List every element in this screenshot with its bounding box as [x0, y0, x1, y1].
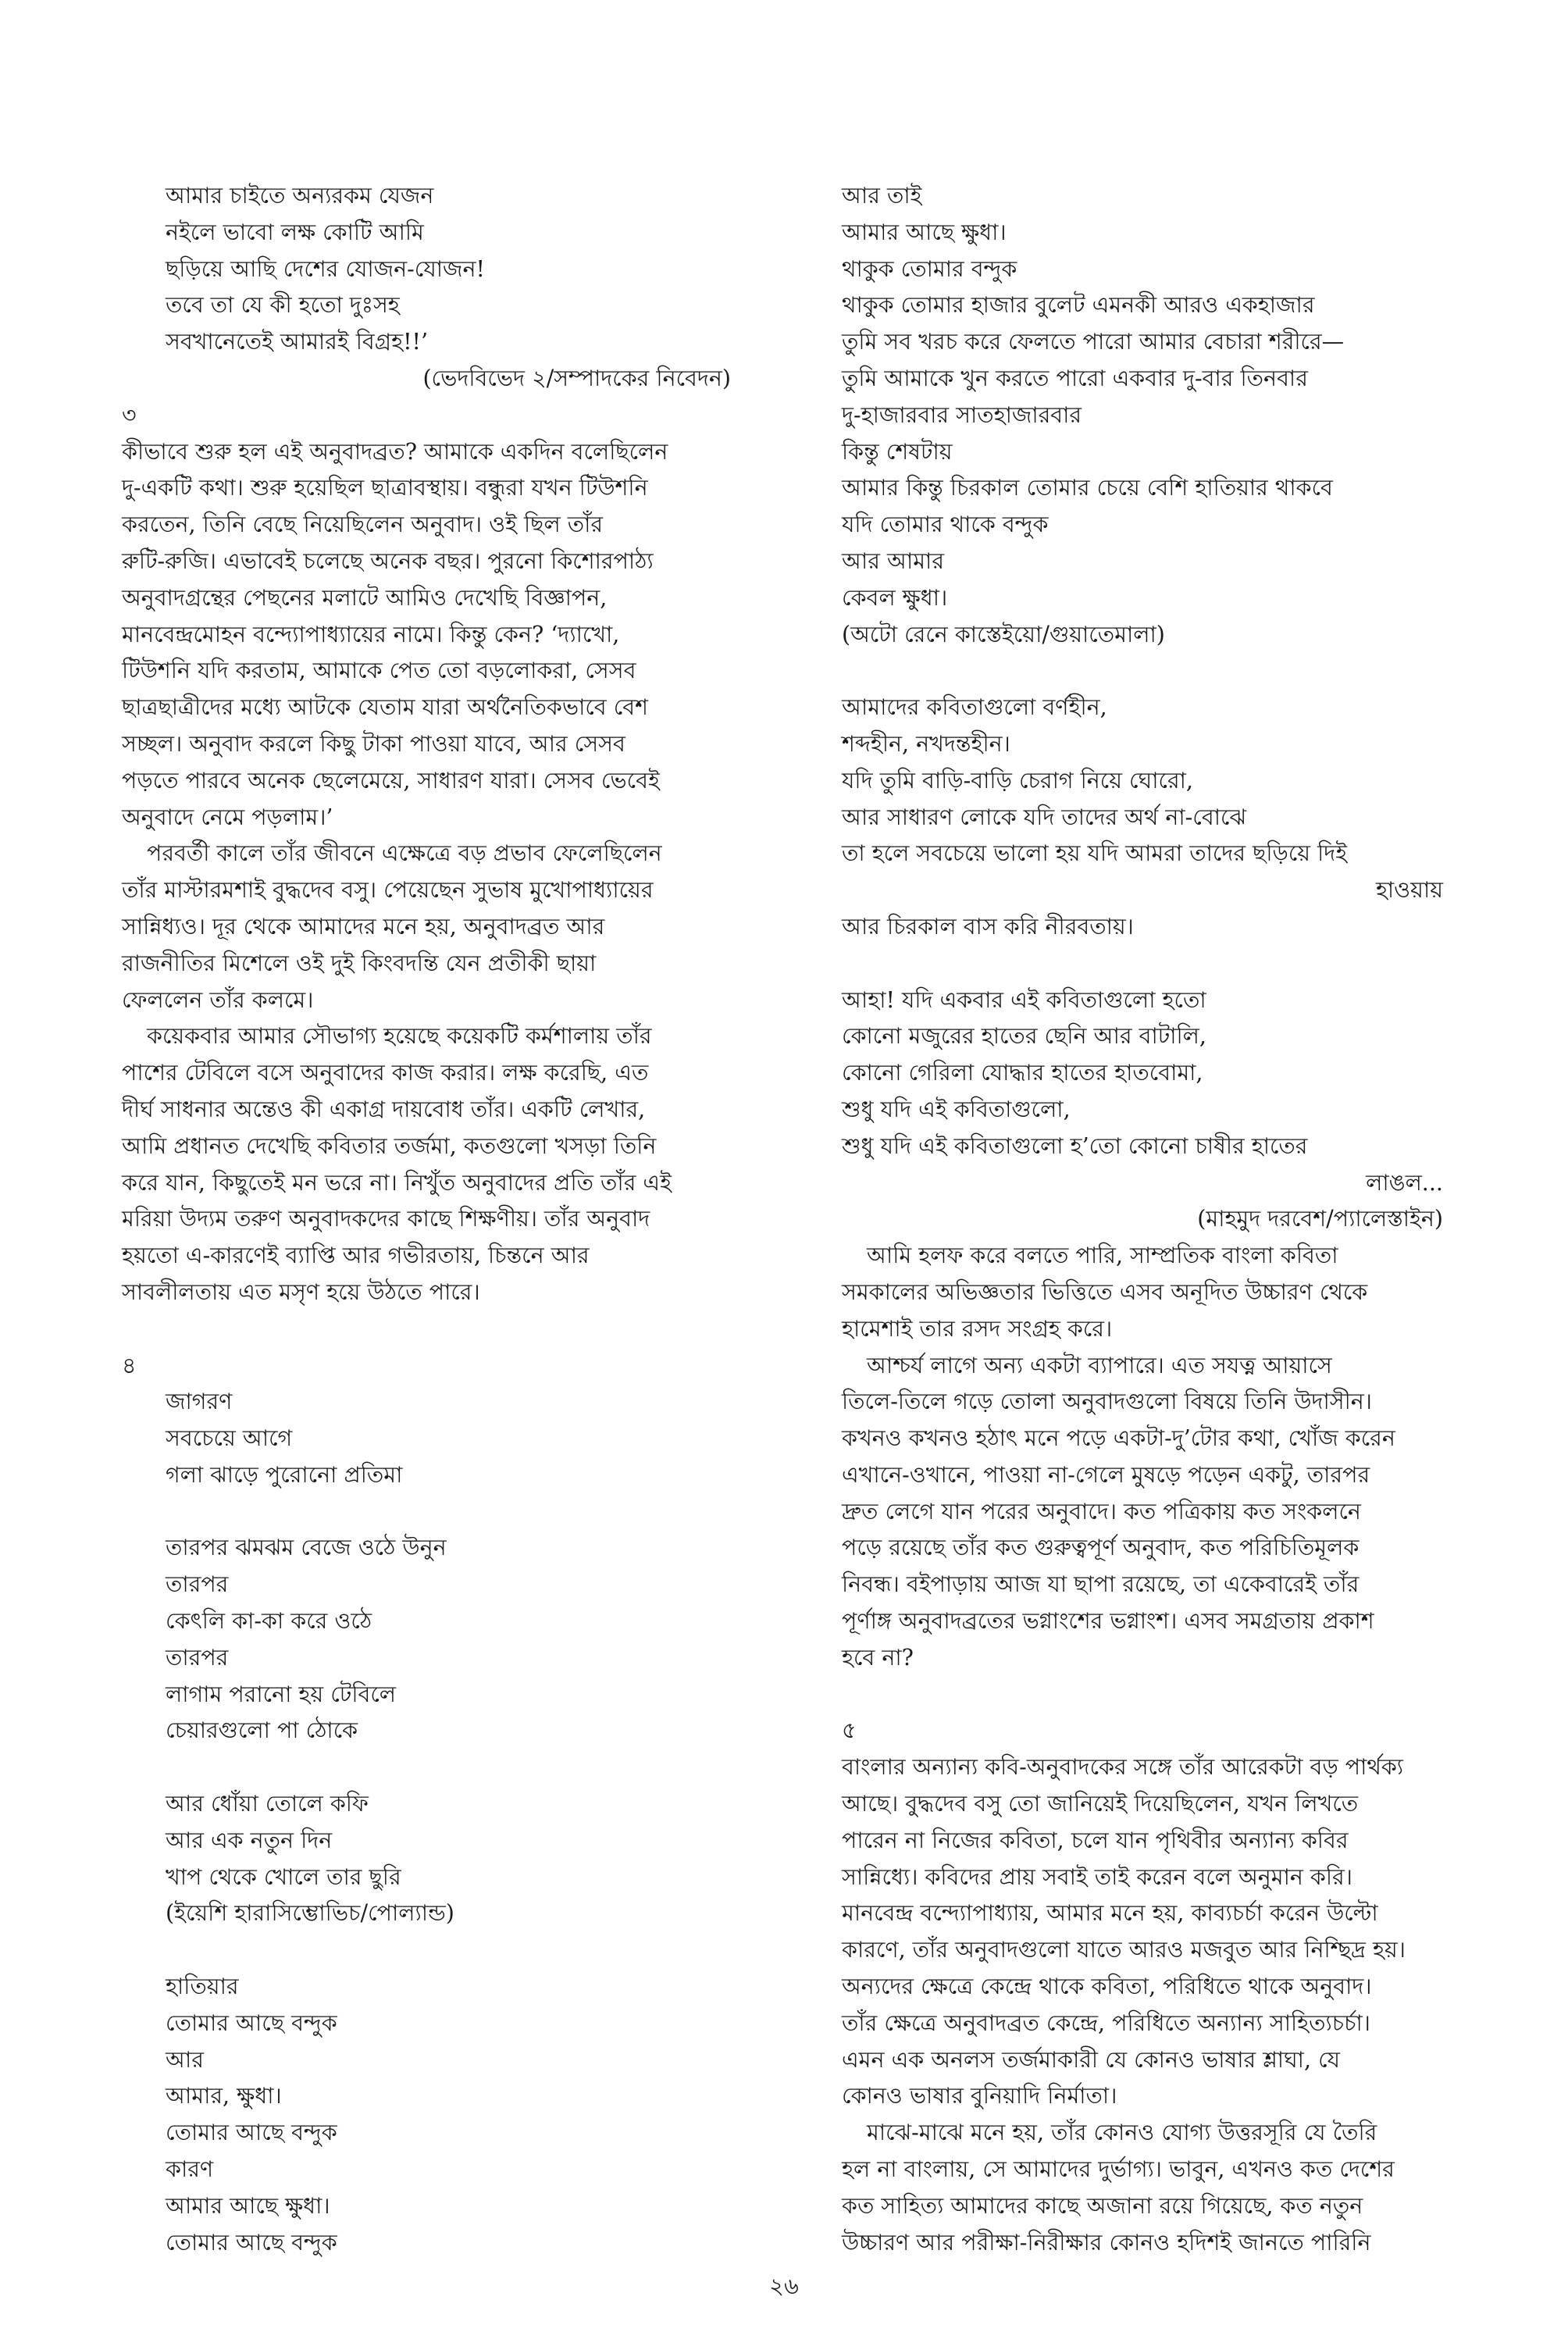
verse-line: তারপর — [166, 1571, 229, 1598]
poem-title: জাগরণ — [166, 1389, 233, 1415]
text-line: অন্যদের ক্ষেত্রে কেন্দ্রে থাকে কবিতা, পরিধিতে থাকে অনুবাদ। — [842, 1974, 1372, 2000]
section-5-paragraph-1 — [842, 1749, 1443, 2115]
blank-line — [842, 1677, 1443, 1713]
verse-line: আর ধোঁয়া তোলে কফি — [166, 1791, 369, 1817]
verse-line: কোনো মজুরের হাতের ছেনি আর বাটালি, — [842, 1023, 1206, 1050]
text-line: পূর্ণাঙ্গ অনুবাদব্রতের ভগ্নাংশের ভগ্নাংশ। এসব সমগ্রতায় প্রকাশ — [842, 1608, 1374, 1635]
verse-line: আর সাধারণ লোকে যদি তাদের অর্থ না-বোঝে — [842, 804, 1247, 830]
verse-line: তুমি সব খরচ করে ফেলতে পারো আমার বেচারা শরীরে— — [842, 329, 1345, 355]
verse-line: থাকুক তোমার হাজার বুলেট এমনকী আরও একহাজার — [842, 292, 1315, 319]
text-line: আমি প্রধানত দেখেছি কবিতার তর্জমা, কতগুলো খসড়া তিনি — [122, 1132, 657, 1159]
text-line: বাংলার অন্যান্য কবি-অনুবাদকের সঙ্গে তাঁর আরেকটা বড় পার্থক্য — [842, 1754, 1404, 1781]
verse-line: গলা ঝাড়ে পুরোনো প্রতিমা — [166, 1461, 403, 1488]
stanza-break — [122, 1749, 731, 1786]
verse-line: আমার, ক্ষুধা। — [166, 2083, 282, 2109]
text-line: দু-একটি কথা। শুরু হয়েছিল ছাত্রাবস্থায়। বন্ধুরা যখন টিউশনি — [122, 475, 648, 501]
blank-line — [842, 653, 1443, 690]
text-line: করতেন, তিনি বেছে নিয়েছিলেন অনুবাদ। ওই ছিল তাঁর — [122, 512, 604, 538]
text-line: ফেললেন তাঁর কলমে। — [122, 986, 314, 1013]
verse-line: আর চিরকাল বাস করি নীরবতায়। — [842, 913, 1134, 940]
verse-line: তুমি আমাকে খুন করতে পারো একবার দু-বার তিনবার — [842, 365, 1308, 391]
text-line: কত সাহিত্য আমাদের কাছে অজানা রয়ে গিয়েছে, কত নতুন — [842, 2192, 1363, 2219]
page-number: ২৬ — [769, 2273, 799, 2299]
verse-line: কারণ — [166, 2156, 214, 2183]
paragraph-b — [842, 1348, 1443, 1677]
verse-line: যদি তোমার থাকে বন্দুক — [842, 512, 1049, 538]
text-line: পড়তে পারবে অনেক ছেলেমেয়ে, সাধারণ যারা। সেসব ভেবেই — [122, 767, 660, 793]
verse-source: (ইয়েশি হারাসিম্ভোভিচ/পোল্যান্ড) — [166, 1900, 454, 1927]
text-line: এখানে-ওখানে, পাওয়া না-গেলে মুষড়ে পড়েন একটু, তারপর — [842, 1461, 1370, 1488]
text-line: রাজনীতির মিশেলে ওই দুই কিংবদন্তি যেন প্রতীকী ছায়া — [122, 950, 597, 976]
text-line: এমন এক অনলস তর্জমাকারী যে কোনও ভাষার শ্লাঘা, যে — [842, 2046, 1341, 2073]
text-line: মাঝে-মাঝে মনে হয়, তাঁর কোনও যোগ্য উত্তরসূরি যে তৈরি — [867, 2120, 1377, 2146]
text-line: অনুবাদগ্রন্থের পেছনের মলাটে আমিও দেখেছি বিজ্ঞাপন, — [122, 584, 608, 611]
verse-runover: হাওয়ায় — [1375, 877, 1443, 904]
verse-line: আমার চাইতে অন্যরকম যেজন — [166, 183, 434, 209]
right-column — [842, 178, 1443, 2261]
text-line: সাবলীলতায় এত মসৃণ হয়ে উঠতে পারে। — [122, 1278, 480, 1305]
verse-line: নইলে ভাবো লক্ষ কোটি আমি — [166, 219, 424, 245]
verse-line: তা হলে সবচেয়ে ভালো হয় যদি আমরা তাদের ছড়িয়ে দিই — [842, 840, 1348, 867]
text-line: পারেন না নিজের কবিতা, চলে যান পৃথিবীর অন্যান্য কবির — [842, 1827, 1349, 1853]
text-line: কীভাবে শুরু হল এই অনুবাদব্রত? আমাকে একদিন বলেছিলেন — [122, 438, 668, 465]
section-5-paragraph-2 — [842, 2115, 1443, 2261]
verse-line: শুধু যদি এই কবিতাগুলো, — [842, 1096, 1071, 1122]
text-line: মানবেন্দ্রমোহন বন্দ্যোপাধ্যায়ের নামে। কিন্তু কেন? ‘দ্যাখো, — [122, 621, 620, 647]
text-line: নিবন্ধ। বইপাড়ায় আজ যা ছাপা রয়েছে, তা একেবারেই তাঁর — [842, 1571, 1360, 1598]
verse-line: ছড়িয়ে আছি দেশের যোজন-যোজন! — [166, 255, 485, 282]
section-3-paragraph-3 — [122, 1018, 731, 1311]
text-line: কয়েকবার আমার সৌভাগ্য হয়েছে কয়েকটি কর্মশালায় তাঁর — [147, 1023, 652, 1050]
text-line: হামেশাই তার রসদ সংগ্রহ করে। — [842, 1315, 1113, 1342]
verse-runover: লাঙল... — [1366, 1169, 1443, 1196]
verse-line: শুধু যদি এই কবিতাগুলো হ’তো কোনো চাষীর হাতের — [842, 1132, 1308, 1159]
text-line: পড়ে রয়েছে তাঁর কত গুরুত্বপূর্ণ অনুবাদ, কত পরিচিতিমূলক — [842, 1535, 1360, 1561]
text-line: সমকালের অভিজ্ঞতার ভিত্তিতে এসব অনূদিত উচ্চারণ থেকে — [842, 1278, 1368, 1305]
text-line: তাঁর ক্ষেত্রে অনুবাদব্রত কেন্দ্রে, পরিধিতে অন্যান্য সাহিত্যচর্চা। — [842, 2009, 1370, 2036]
verse-line: লাগাম পরানো হয় টেবিলে — [166, 1681, 397, 1707]
text-line: মরিয়া উদ্যম তরুণ অনুবাদকদের কাছে শিক্ষণীয়। তাঁর অনুবাদ — [122, 1206, 650, 1232]
section-number-3: ৩ — [122, 401, 137, 428]
stanza-break — [842, 946, 1443, 982]
text-line: কারণে, তাঁর অনুবাদগুলো যাতে আরও মজবুত আর নিশ্ছিদ্র হয়। — [842, 1937, 1406, 1963]
text-line: সচ্ছল। অনুবাদ করলে কিছু টাকা পাওয়া যাবে, আর সেসব — [122, 730, 625, 757]
text-line: তাঁর মাস্টারমশাই বুদ্ধদেব বসু। পেয়েছেন সুভাষ মুখোপাধ্যায়ের — [122, 877, 654, 904]
text-line: দীর্ঘ সাধনার অন্তেও কী একাগ্র দায়বোধ তাঁর। একটি লেখার, — [122, 1096, 646, 1122]
verse-line: সবচেয়ে আগে — [166, 1425, 293, 1452]
section-number-5: ৫ — [842, 1717, 857, 1744]
verse-line: থাকুক তোমার বন্দুক — [842, 255, 1017, 282]
text-line: হয়তো এ-কারণেই ব্যাপ্তি আর গভীরতায়, চিন্তনে আর — [122, 1243, 590, 1269]
text-line: ছাত্রছাত্রীদের মধ্যে আটকে যেতাম যারা অর্থনৈতিকভাবে বেশ — [122, 694, 649, 721]
text-line: তিলে-তিলে গড়ে তোলা অনুবাদগুলো বিষয়ে তিনি উদাসীন। — [842, 1389, 1372, 1415]
verse-line: তোমার আছে বন্দুক — [166, 2009, 337, 2036]
verse-line: সবখানেতেই আমারই বিগ্রহ!!’ — [166, 329, 429, 355]
verse-source: (অটো রেনে কাস্তেইয়ো/গুয়াতেমালা) — [842, 621, 1165, 647]
verse-line: তবে তা যে কী হতো দুঃসহ — [166, 292, 400, 319]
text-line: দ্রুত লেগে যান পরের অনুবাদে। কত পত্রিকায় কত সংকলনে — [842, 1498, 1361, 1524]
text-line: টিউশনি যদি করতাম, আমাকে পেত তো বড়লোকরা, সেসব — [122, 658, 636, 684]
verse-line: কিন্তু শেষটায় — [842, 438, 953, 465]
text-line: পাশের টেবিলে বসে অনুবাদের কাজ করার। লক্ষ করেছি, এত — [122, 1060, 649, 1086]
verse-source: (ভেদবিভেদ ২/সম্পাদকের নিবেদন) — [422, 365, 731, 391]
verse-line: আর এক নতুন দিন — [166, 1827, 333, 1853]
verse-source: (মাহমুদ দরবেশ/প্যালেস্তাইন) — [1197, 1206, 1443, 1232]
verse-line: কোনো গেরিলা যোদ্ধার হাতের হাতবোমা, — [842, 1060, 1203, 1086]
blank-line — [122, 1932, 731, 1969]
verse-line: খাপ থেকে খোলে তার ছুরি — [166, 1863, 401, 1890]
poem-title: হাতিয়ার — [166, 1974, 239, 2000]
verse-line: আমার কিন্তু চিরকাল তোমার চেয়ে বেশি হাতিয়ার থাকবে — [842, 475, 1333, 501]
verse-line: যদি তুমি বাড়ি-বাড়ি চেরাগ নিয়ে ঘোরো, — [842, 767, 1193, 793]
text-line: কোনও ভাষার বুনিয়াদি নির্মাতা। — [842, 2083, 1117, 2109]
verse-line: আমার আছে ক্ষুধা। — [166, 2192, 330, 2219]
verse-line: তোমার আছে বন্দুক — [166, 2229, 337, 2256]
verse-line: তারপর ঝমঝম বেজে ওঠে উনুন — [166, 1535, 447, 1561]
section-number-4: ৪ — [122, 1352, 137, 1378]
verse-line: কেৎলি কা-কা করে ওঠে — [166, 1608, 372, 1635]
verse-line: শব্দহীন, নখদন্তহীন। — [842, 730, 1010, 757]
text-line: পরবর্তী কালে তাঁর জীবনে এক্ষেত্রে বড় প্রভাব ফেলেছিলেন — [147, 840, 662, 867]
verse-line: আর তাই — [842, 183, 922, 209]
text-line: করে যান, কিছুতেই মন ভরে না। নিখুঁত অনুবাদের প্রতি তাঁর এই — [122, 1169, 672, 1196]
text-line: সান্নিধ্যে। কবিদের প্রায় সবাই তাই করেন বলে অনুমান করি। — [842, 1863, 1352, 1890]
stanza-break — [122, 1494, 731, 1531]
section-3-paragraph-2 — [122, 836, 731, 1018]
blank-line — [122, 1311, 731, 1348]
verse-line: আহা! যদি একবার এই কবিতাগুলো হতো — [842, 986, 1206, 1013]
text-line: হবে না? — [842, 1644, 914, 1671]
text-line: সান্নিধ্যও। দূর থেকে আমাদের মনে হয়, অনুবাদব্রত আর — [122, 913, 605, 940]
poem-jagaran — [122, 1384, 731, 1932]
section-3-paragraph-1 — [122, 434, 731, 836]
text-line: উচ্চারণ আর পরীক্ষা-নিরীক্ষার কোনও হদিশই জানতে পারিনি — [842, 2229, 1371, 2256]
left-column — [122, 178, 731, 2261]
verse-line: তোমার আছে বন্দুক — [166, 2120, 337, 2146]
text-line: কখনও কখনও হঠাৎ মনে পড়ে একটা-দু’টোর কথা, খোঁজ করেন — [842, 1425, 1395, 1452]
poem-hatiyar — [122, 1969, 731, 2261]
text-line: হল না বাংলায়, সে আমাদের দুর্ভাগ্য। ভাবুন, এখনও কত দেশের — [842, 2156, 1395, 2183]
text-line: অনুবাদে নেমে পড়লাম।’ — [122, 804, 333, 830]
text-line: আছে। বুদ্ধদেব বসু তো জানিয়েই দিয়েছিলেন, যখন লিখতে — [842, 1791, 1359, 1817]
verse-line: আমার আছে ক্ষুধা। — [842, 219, 1007, 245]
verse-line: আর — [166, 2046, 204, 2073]
opening-verse — [122, 178, 731, 398]
verse-line: আর আমার — [842, 547, 944, 574]
paragraph-a — [842, 1238, 1443, 1347]
verse-line: তারপর — [166, 1644, 229, 1671]
verse-line: আমাদের কবিতাগুলো বর্ণহীন, — [842, 694, 1107, 721]
verse-line: চেয়ারগুলো পা ঠোকে — [166, 1717, 358, 1744]
verse-line: দু-হাজারবার সাতহাজারবার — [842, 401, 1082, 428]
text-line: আশ্চর্য লাগে অন্য একটা ব্যাপারে। এত সযত্ন আয়াসে — [867, 1352, 1332, 1378]
poem-hatiyar-continued — [842, 178, 1443, 653]
poem-darwish — [842, 690, 1443, 1238]
text-line: মানবেন্দ্র বন্দ্যোপাধ্যায়, আমার মনে হয়, কাব্যচর্চা করেন উল্টো — [842, 1900, 1378, 1927]
text-line: রুটি-রুজি। এভাবেই চলেছে অনেক বছর। পুরনো কিশোরপাঠ্য — [122, 547, 654, 574]
text-line: আমি হলফ করে বলতে পারি, সাম্প্রতিক বাংলা কবিতা — [867, 1243, 1338, 1269]
verse-line: কেবল ক্ষুধা। — [842, 584, 948, 611]
